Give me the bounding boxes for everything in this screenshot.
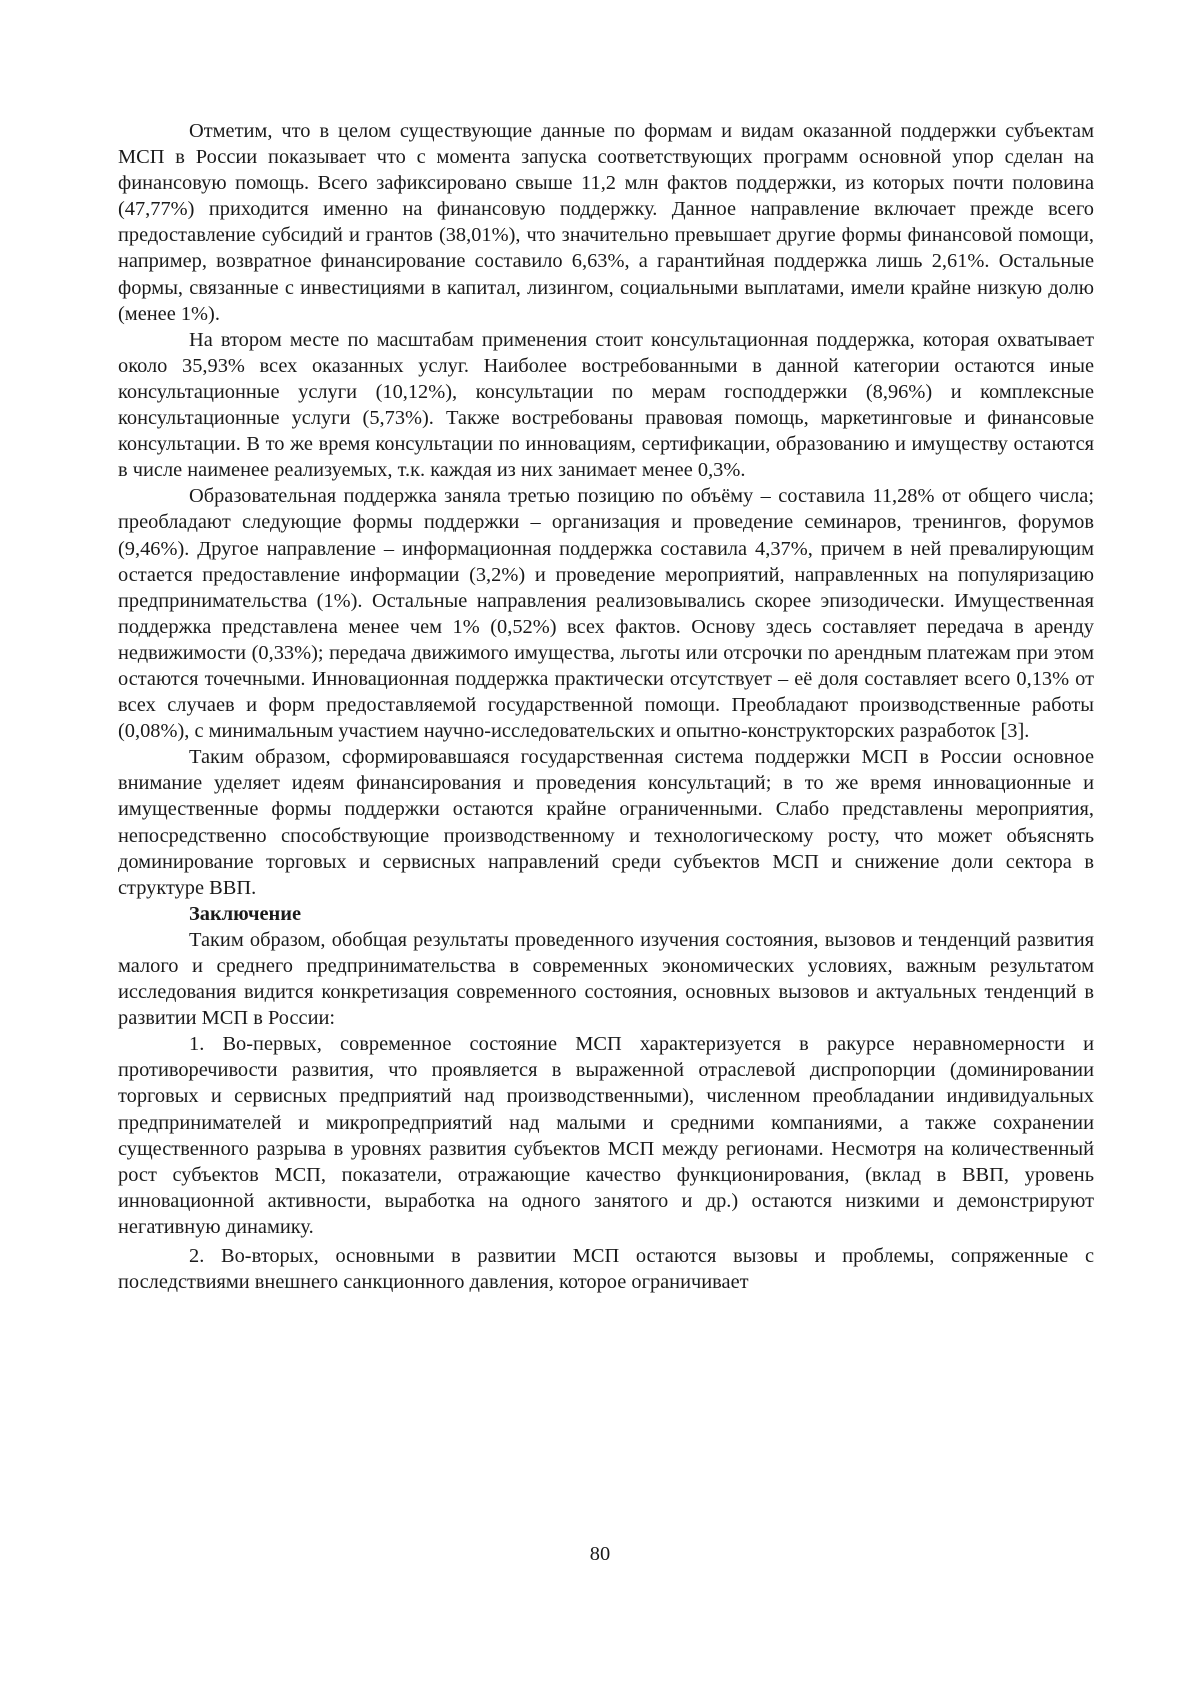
page-number: 80 [0,1543,1200,1566]
page-body [118,118,1094,1295]
conclusion-intro: Таким образом, обобщая результаты проведенного изучения состояния, вызовов и тенденций развития малого и среднего предпринимательства в современных экономических условиях, важным результатом исследования видится конкретизация современного состояния, основных вызовов и актуальных тенденций в развитии МСП в России: [118,927,1094,1031]
conclusion-heading: Заключение [118,901,1094,927]
conclusion-point-2: 2. Во-вторых, основными в развитии МСП остаются вызовы и проблемы, сопряженные с последствиями внешнего санкционного давления, которое ограничивает [118,1243,1094,1295]
paragraph-educational-support: Образовательная поддержка заняла третью позицию по объёму – составила 11,28% от общего числа; преобладают следующие формы поддержки – организация и проведение семинаров, тренингов, форумов (9,46%). Другое направление – информационная поддержка составила 4,37%, причем в ней превалирующим остается предоставление информации (3,2%) и проведение мероприятий, направленных на популяризацию предпринимательства (1%). Остальные направления реализовывались скорее эпизодически. Имущественная поддержка представлена менее чем 1% (0,52%) всех фактов. Основу здесь составляет передача в аренду недвижимости (0,33%); передача движимого имущества, льготы или отсрочки по арендным платежам при этом остаются точечными. Инновационная поддержка практически отсутствует – её доля составляет всего 0,13% от всех случаев и форм предоставляемой государственной помощи. Преобладают производственные работы (0,08%), с минимальным участием научно-исследовательских и опытно-конструкторских разработок [3]. [118,483,1094,744]
paragraph-consulting-support: На втором месте по масштабам применения стоит консультационная поддержка, которая охватывает около 35,93% всех оказанных услуг. Наиболее востребованными в данной категории остаются иные консультационные услуги (10,12%), консультации по мерам господдержки (8,96%) и комплексные консультационные услуги (5,73%). Также востребованы правовая помощь, маркетинговые и финансовые консультации. В то же время консультации по инновациям, сертификации, образованию и имуществу остаются в числе наименее реализуемых, т.к. каждая из них занимает менее 0,3%. [118,327,1094,484]
paragraph-summary: Таким образом, сформировавшаяся государственная система поддержки МСП в России основное внимание уделяет идеям финансирования и проведения консультаций; в то же время инновационные и имущественные формы поддержки остаются крайне ограниченными. Слабо представлены мероприятия, непосредственно способствующие производственному и технологическому росту, что может объяснять доминирование торговых и сервисных направлений среди субъектов МСП и снижение доли сектора в структуре ВВП. [118,744,1094,901]
paragraph-financial-support: Отметим, что в целом существующие данные по формам и видам оказанной поддержки субъектам МСП в России показывает что с момента запуска соответствующих программ основной упор сделан на финансовую помощь. Всего зафиксировано свыше 11,2 млн фактов поддержки, из которых почти половина (47,77%) приходится именно на финансовую поддержку. Данное направление включает прежде всего предоставление субсидий и грантов (38,01%), что значительно превышает другие формы финансовой помощи, например, возвратное финансирование составило 6,63%, а гарантийная поддержка лишь 2,61%. Остальные формы, связанные с инвестициями в капитал, лизингом, социальными выплатами, имели крайне низкую долю (менее 1%). [118,118,1094,327]
conclusion-point-1: 1. Во-первых, современное состояние МСП характеризуется в ракурсе неравномерности и противоречивости развития, что проявляется в выраженной отраслевой диспропорции (доминировании торговых и сервисных предприятий над производственными), численном преобладании индивидуальных предпринимателей и микропредприятий над малыми и средними компаниями, а также сохранении существенного разрыва в уровнях развития субъектов МСП между регионами. Несмотря на количественный рост субъектов МСП, показатели, отражающие качество функционирования, (вклад в ВВП, уровень инновационной активности, выработка на одного занятого и др.) остаются низкими и демонстрируют негативную динамику. [118,1031,1094,1240]
